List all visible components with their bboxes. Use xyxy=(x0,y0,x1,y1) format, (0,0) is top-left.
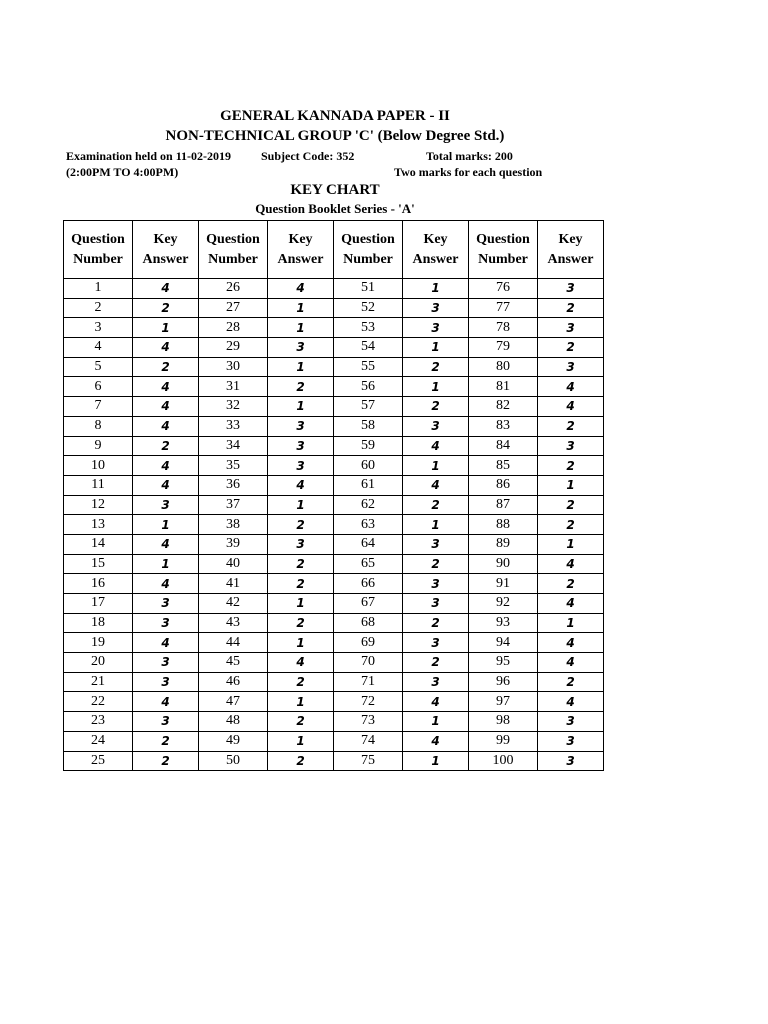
question-number-cell: 28 xyxy=(199,318,268,338)
header-text: Question xyxy=(71,231,125,247)
key-answer-cell: 3 xyxy=(403,574,469,594)
table-row xyxy=(64,318,604,338)
key-answer-cell: 2 xyxy=(538,574,604,594)
question-number-cell: 9 xyxy=(64,436,133,456)
question-number-cell: 15 xyxy=(64,554,133,574)
question-number-cell: 42 xyxy=(199,594,268,614)
key-answer-cell: 4 xyxy=(133,633,199,653)
question-number-cell: 33 xyxy=(199,416,268,436)
question-number-cell: 78 xyxy=(469,318,538,338)
header-text: Answer xyxy=(412,251,459,267)
question-number-cell: 46 xyxy=(199,672,268,692)
question-number-cell: 95 xyxy=(469,653,538,673)
key-answer-cell: 1 xyxy=(403,515,469,535)
question-number-cell: 99 xyxy=(469,731,538,751)
key-answer-cell: 3 xyxy=(268,436,334,456)
key-answer-cell: 1 xyxy=(403,377,469,397)
key-answer-cell: 2 xyxy=(403,397,469,417)
question-number-cell: 68 xyxy=(334,613,403,633)
key-answer-cell: 4 xyxy=(133,397,199,417)
table-row xyxy=(64,397,604,417)
table-row xyxy=(64,475,604,495)
key-answer-cell: 4 xyxy=(133,692,199,712)
header-text: Number xyxy=(208,251,258,267)
key-answer-cell: 4 xyxy=(133,338,199,358)
column-header-question-number xyxy=(334,221,403,279)
question-number-cell: 29 xyxy=(199,338,268,358)
key-answer-cell: 2 xyxy=(538,338,604,358)
question-number-cell: 41 xyxy=(199,574,268,594)
table-row xyxy=(64,416,604,436)
key-answer-cell: 1 xyxy=(403,712,469,732)
question-number-cell: 19 xyxy=(64,633,133,653)
question-number-cell: 65 xyxy=(334,554,403,574)
question-number-cell: 39 xyxy=(199,534,268,554)
question-number-cell: 81 xyxy=(469,377,538,397)
table-body xyxy=(64,279,604,771)
question-number-cell: 59 xyxy=(334,436,403,456)
question-number-cell: 93 xyxy=(469,613,538,633)
question-number-cell: 35 xyxy=(199,456,268,476)
column-header-key-answer xyxy=(133,221,199,279)
question-number-cell: 11 xyxy=(64,475,133,495)
question-number-cell: 67 xyxy=(334,594,403,614)
key-answer-cell: 3 xyxy=(403,416,469,436)
question-number-cell: 47 xyxy=(199,692,268,712)
key-answer-cell: 1 xyxy=(268,318,334,338)
question-number-cell: 18 xyxy=(64,613,133,633)
question-number-cell: 53 xyxy=(334,318,403,338)
key-answer-cell: 2 xyxy=(538,416,604,436)
exam-time: (2:00PM TO 4:00PM) xyxy=(66,165,179,179)
key-answer-cell: 2 xyxy=(268,377,334,397)
header-text: Answer xyxy=(277,251,324,267)
question-number-cell: 64 xyxy=(334,534,403,554)
key-answer-cell: 1 xyxy=(133,515,199,535)
key-answer-cell: 2 xyxy=(403,554,469,574)
table-row xyxy=(64,653,604,673)
question-number-cell: 12 xyxy=(64,495,133,515)
key-answer-cell: 3 xyxy=(403,298,469,318)
header-text: Number xyxy=(478,251,528,267)
question-number-cell: 13 xyxy=(64,515,133,535)
question-number-cell: 83 xyxy=(469,416,538,436)
key-answer-cell: 1 xyxy=(538,613,604,633)
key-answer-cell: 1 xyxy=(538,475,604,495)
question-number-cell: 55 xyxy=(334,357,403,377)
question-number-cell: 3 xyxy=(64,318,133,338)
column-header-question-number xyxy=(199,221,268,279)
question-number-cell: 6 xyxy=(64,377,133,397)
question-number-cell: 2 xyxy=(64,298,133,318)
key-answer-cell: 4 xyxy=(538,377,604,397)
question-number-cell: 58 xyxy=(334,416,403,436)
key-answer-cell: 4 xyxy=(538,397,604,417)
key-answer-cell: 2 xyxy=(133,751,199,771)
question-number-cell: 79 xyxy=(469,338,538,358)
table-row xyxy=(64,692,604,712)
paper-title: GENERAL KANNADA PAPER - II xyxy=(220,108,450,124)
header-text: Answer xyxy=(547,251,594,267)
table-row xyxy=(64,495,604,515)
question-number-cell: 88 xyxy=(469,515,538,535)
question-number-cell: 8 xyxy=(64,416,133,436)
key-answer-cell: 3 xyxy=(133,712,199,732)
key-answer-cell: 1 xyxy=(268,298,334,318)
header-text: Key xyxy=(153,231,178,247)
question-number-cell: 85 xyxy=(469,456,538,476)
table-row xyxy=(64,534,604,554)
question-number-cell: 72 xyxy=(334,692,403,712)
key-answer-cell: 3 xyxy=(538,436,604,456)
key-answer-cell: 4 xyxy=(133,475,199,495)
key-answer-cell: 3 xyxy=(133,672,199,692)
question-number-cell: 10 xyxy=(64,456,133,476)
header-text: Answer xyxy=(142,251,189,267)
question-number-cell: 17 xyxy=(64,594,133,614)
question-number-cell: 74 xyxy=(334,731,403,751)
column-header-question-number xyxy=(469,221,538,279)
key-answer-cell: 2 xyxy=(268,613,334,633)
table-header-row xyxy=(64,221,604,279)
question-number-cell: 38 xyxy=(199,515,268,535)
key-answer-cell: 4 xyxy=(538,653,604,673)
subject-code: Subject Code: 352 xyxy=(261,149,355,163)
key-answer-cell: 2 xyxy=(538,495,604,515)
key-answer-cell: 1 xyxy=(538,534,604,554)
key-answer-cell: 1 xyxy=(268,495,334,515)
question-number-cell: 50 xyxy=(199,751,268,771)
key-answer-cell: 1 xyxy=(133,554,199,574)
question-number-cell: 27 xyxy=(199,298,268,318)
question-number-cell: 98 xyxy=(469,712,538,732)
header-text: Question xyxy=(206,231,260,247)
question-number-cell: 61 xyxy=(334,475,403,495)
question-number-cell: 97 xyxy=(469,692,538,712)
key-answer-cell: 3 xyxy=(403,672,469,692)
header-text: Question xyxy=(476,231,530,247)
question-number-cell: 34 xyxy=(199,436,268,456)
table-row xyxy=(64,751,604,771)
question-number-cell: 21 xyxy=(64,672,133,692)
question-number-cell: 48 xyxy=(199,712,268,732)
key-answer-cell: 4 xyxy=(538,594,604,614)
header-text: Number xyxy=(343,251,393,267)
key-chart-heading: KEY CHART xyxy=(290,182,380,198)
question-number-cell: 32 xyxy=(199,397,268,417)
key-answer-cell: 3 xyxy=(268,534,334,554)
header-text: Number xyxy=(73,251,123,267)
question-number-cell: 80 xyxy=(469,357,538,377)
question-number-cell: 5 xyxy=(64,357,133,377)
question-number-cell: 25 xyxy=(64,751,133,771)
key-answer-cell: 2 xyxy=(133,357,199,377)
key-answer-cell: 3 xyxy=(268,338,334,358)
key-answer-cell: 3 xyxy=(268,456,334,476)
key-answer-cell: 1 xyxy=(268,357,334,377)
key-answer-cell: 3 xyxy=(133,594,199,614)
key-answer-cell: 1 xyxy=(403,456,469,476)
question-number-cell: 54 xyxy=(334,338,403,358)
header-text: Key xyxy=(288,231,313,247)
key-answer-cell: 2 xyxy=(538,672,604,692)
key-answer-cell: 1 xyxy=(268,633,334,653)
question-number-cell: 31 xyxy=(199,377,268,397)
table-row xyxy=(64,298,604,318)
header-text: Key xyxy=(423,231,448,247)
key-answer-cell: 3 xyxy=(268,416,334,436)
key-answer-cell: 4 xyxy=(403,731,469,751)
question-number-cell: 45 xyxy=(199,653,268,673)
key-answer-cell: 1 xyxy=(268,692,334,712)
question-number-cell: 43 xyxy=(199,613,268,633)
key-answer-cell: 3 xyxy=(538,357,604,377)
key-answer-cell: 3 xyxy=(403,633,469,653)
question-number-cell: 37 xyxy=(199,495,268,515)
question-number-cell: 1 xyxy=(64,279,133,299)
key-answer-cell: 2 xyxy=(133,731,199,751)
key-answer-cell: 1 xyxy=(403,279,469,299)
question-number-cell: 23 xyxy=(64,712,133,732)
column-header-key-answer xyxy=(538,221,604,279)
key-answer-cell: 2 xyxy=(268,751,334,771)
key-answer-cell: 1 xyxy=(268,731,334,751)
key-answer-cell: 1 xyxy=(268,397,334,417)
key-answer-cell: 3 xyxy=(403,318,469,338)
column-header-key-answer xyxy=(403,221,469,279)
marks-per-question: Two marks for each question xyxy=(394,165,543,179)
key-answer-cell: 3 xyxy=(538,279,604,299)
table-row xyxy=(64,672,604,692)
column-header-key-answer xyxy=(268,221,334,279)
table-row xyxy=(64,357,604,377)
key-answer-cell: 4 xyxy=(268,653,334,673)
key-answer-cell: 4 xyxy=(133,534,199,554)
table-row xyxy=(64,377,604,397)
question-number-cell: 63 xyxy=(334,515,403,535)
key-answer-cell: 2 xyxy=(268,574,334,594)
key-answer-cell: 4 xyxy=(133,416,199,436)
key-answer-cell: 4 xyxy=(133,377,199,397)
question-number-cell: 75 xyxy=(334,751,403,771)
key-answer-cell: 4 xyxy=(538,692,604,712)
question-number-cell: 51 xyxy=(334,279,403,299)
header-text: Question xyxy=(341,231,395,247)
header-text: Key xyxy=(558,231,583,247)
key-answer-cell: 4 xyxy=(133,279,199,299)
question-number-cell: 62 xyxy=(334,495,403,515)
key-answer-cell: 1 xyxy=(403,338,469,358)
table-row xyxy=(64,436,604,456)
key-answer-cell: 1 xyxy=(403,751,469,771)
key-answer-cell: 3 xyxy=(133,653,199,673)
question-number-cell: 94 xyxy=(469,633,538,653)
table-row xyxy=(64,574,604,594)
question-number-cell: 26 xyxy=(199,279,268,299)
key-answer-cell: 2 xyxy=(133,436,199,456)
table-row xyxy=(64,515,604,535)
key-answer-cell: 4 xyxy=(403,436,469,456)
key-answer-cell: 2 xyxy=(133,298,199,318)
question-number-cell: 57 xyxy=(334,397,403,417)
question-number-cell: 52 xyxy=(334,298,403,318)
key-answer-cell: 2 xyxy=(403,653,469,673)
key-answer-cell: 4 xyxy=(133,574,199,594)
question-number-cell: 84 xyxy=(469,436,538,456)
key-answer-cell: 4 xyxy=(403,475,469,495)
table-row xyxy=(64,712,604,732)
key-answer-cell: 2 xyxy=(403,613,469,633)
key-answer-cell: 3 xyxy=(133,495,199,515)
key-answer-cell: 3 xyxy=(538,731,604,751)
column-header-question-number xyxy=(64,221,133,279)
booklet-series: Question Booklet Series - 'A' xyxy=(255,201,415,216)
key-answer-cell: 3 xyxy=(403,534,469,554)
question-number-cell: 60 xyxy=(334,456,403,476)
question-number-cell: 73 xyxy=(334,712,403,732)
question-number-cell: 40 xyxy=(199,554,268,574)
key-answer-cell: 3 xyxy=(403,594,469,614)
table-row xyxy=(64,554,604,574)
question-number-cell: 30 xyxy=(199,357,268,377)
question-number-cell: 90 xyxy=(469,554,538,574)
question-number-cell: 76 xyxy=(469,279,538,299)
question-number-cell: 20 xyxy=(64,653,133,673)
key-answer-cell: 2 xyxy=(268,554,334,574)
question-number-cell: 16 xyxy=(64,574,133,594)
key-answer-cell: 2 xyxy=(268,672,334,692)
question-number-cell: 24 xyxy=(64,731,133,751)
key-answer-cell: 2 xyxy=(268,712,334,732)
key-answer-cell: 3 xyxy=(133,613,199,633)
table-row xyxy=(64,594,604,614)
question-number-cell: 22 xyxy=(64,692,133,712)
key-answer-cell: 3 xyxy=(538,751,604,771)
question-number-cell: 77 xyxy=(469,298,538,318)
key-answer-cell: 4 xyxy=(538,554,604,574)
question-number-cell: 100 xyxy=(469,751,538,771)
question-number-cell: 91 xyxy=(469,574,538,594)
question-number-cell: 82 xyxy=(469,397,538,417)
question-number-cell: 69 xyxy=(334,633,403,653)
exam-date: Examination held on 11-02-2019 xyxy=(66,149,232,163)
question-number-cell: 96 xyxy=(469,672,538,692)
group-title: NON-TECHNICAL GROUP 'C' (Below Degree Std.) xyxy=(165,128,505,144)
question-number-cell: 92 xyxy=(469,594,538,614)
key-answer-cell: 3 xyxy=(538,318,604,338)
table-row xyxy=(64,279,604,299)
key-answer-cell: 1 xyxy=(133,318,199,338)
key-answer-cell: 2 xyxy=(268,515,334,535)
question-number-cell: 7 xyxy=(64,397,133,417)
key-answer-cell: 4 xyxy=(403,692,469,712)
question-number-cell: 44 xyxy=(199,633,268,653)
key-answer-cell: 4 xyxy=(268,475,334,495)
table-row xyxy=(64,456,604,476)
key-answer-cell: 2 xyxy=(403,495,469,515)
total-marks: Total marks: 200 xyxy=(426,149,513,163)
question-number-cell: 89 xyxy=(469,534,538,554)
question-number-cell: 86 xyxy=(469,475,538,495)
table-row xyxy=(64,613,604,633)
question-number-cell: 71 xyxy=(334,672,403,692)
key-answer-cell: 2 xyxy=(538,298,604,318)
key-answer-cell: 3 xyxy=(538,712,604,732)
question-number-cell: 14 xyxy=(64,534,133,554)
key-answer-cell: 1 xyxy=(268,594,334,614)
answer-key-table xyxy=(63,220,604,771)
question-number-cell: 70 xyxy=(334,653,403,673)
question-number-cell: 87 xyxy=(469,495,538,515)
question-number-cell: 49 xyxy=(199,731,268,751)
question-number-cell: 4 xyxy=(64,338,133,358)
key-answer-cell: 4 xyxy=(538,633,604,653)
table-row xyxy=(64,633,604,653)
question-number-cell: 56 xyxy=(334,377,403,397)
key-answer-cell: 2 xyxy=(403,357,469,377)
key-answer-cell: 2 xyxy=(538,456,604,476)
table-row xyxy=(64,338,604,358)
question-number-cell: 36 xyxy=(199,475,268,495)
question-number-cell: 66 xyxy=(334,574,403,594)
key-answer-cell: 4 xyxy=(133,456,199,476)
key-answer-cell: 4 xyxy=(268,279,334,299)
table-row xyxy=(64,731,604,751)
key-answer-cell: 2 xyxy=(538,515,604,535)
